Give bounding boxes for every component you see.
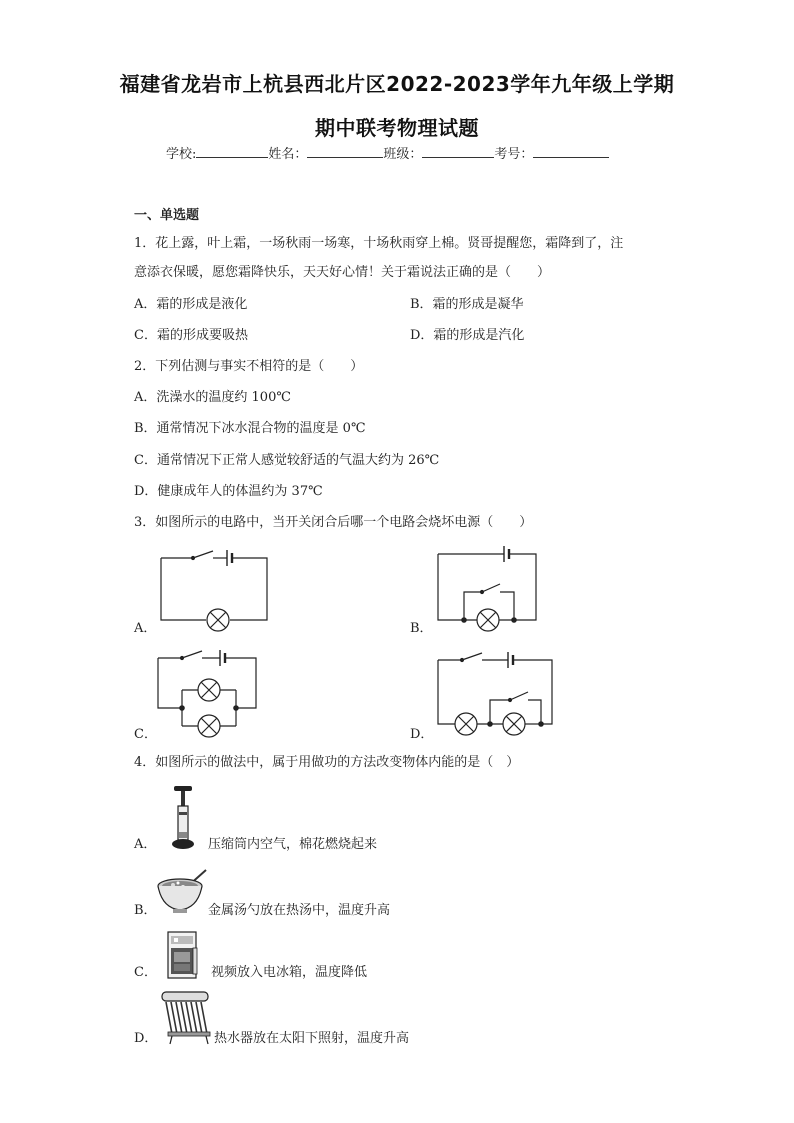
- q3-option-b-label[interactable]: B．: [410, 621, 433, 636]
- exam-title-line2: 期中联考物理试题: [315, 116, 479, 140]
- q2-option-d[interactable]: D．健康成年人的体温约为 37℃: [134, 484, 323, 499]
- refrigerator-icon: [166, 930, 200, 982]
- q2-option-c[interactable]: C．通常情况下正常人感觉较舒适的气温大约为 26℃: [134, 453, 440, 468]
- solar-water-heater-icon: [158, 990, 212, 1046]
- air-compression-cylinder-icon: [170, 784, 196, 854]
- q4-stem: 4．如图所示的做法中，属于用做功的方法改变物体内能的是（ ）: [134, 755, 520, 770]
- q4-option-d-text: 热水器放在太阳下照射，温度升高: [214, 1031, 410, 1046]
- q2-option-a[interactable]: A．洗澡水的温度约 100℃: [134, 390, 291, 405]
- q3-option-d-label[interactable]: D．: [410, 727, 434, 742]
- q1-option-b[interactable]: B．霜的形成是凝华: [410, 297, 524, 312]
- number-blank[interactable]: [533, 143, 609, 158]
- class-blank[interactable]: [422, 143, 494, 158]
- circuit-a-diagram: [155, 544, 273, 632]
- q2-option-b[interactable]: B．通常情况下冰水混合物的温度是 0℃: [134, 421, 366, 436]
- name-blank[interactable]: [307, 143, 383, 158]
- q1-stem-line2: 意添衣保暖，愿您霜降快乐，天天好心情！关于霜说法正确的是（ ）: [134, 265, 551, 280]
- circuit-b-diagram: [432, 544, 542, 632]
- section-heading: 一、单选题: [134, 208, 200, 223]
- q1-option-d[interactable]: D．霜的形成是汽化: [410, 328, 525, 343]
- switch-open: [193, 551, 213, 558]
- circuit-d-diagram: [432, 646, 558, 746]
- q4-option-d-label[interactable]: D．: [134, 1031, 158, 1046]
- q4-option-b-text: 金属汤勺放在热汤中，温度升高: [208, 903, 391, 918]
- q3-option-a-label[interactable]: A．: [134, 621, 157, 636]
- school-blank[interactable]: [196, 143, 268, 158]
- school-label: 学校:: [166, 147, 197, 162]
- student-info-line: [166, 143, 609, 162]
- exam-title-line1: 福建省龙岩市上杭县西北片区2022-2023学年九年级上学期: [119, 72, 675, 96]
- q4-option-a-text: 压缩筒内空气，棉花燃烧起来: [208, 837, 378, 852]
- circuit-c-diagram: [152, 646, 264, 746]
- q3-option-c-label[interactable]: C．: [134, 727, 157, 742]
- number-label: 考号：: [494, 147, 534, 162]
- q4-option-a-label[interactable]: A．: [134, 837, 157, 852]
- q1-option-a[interactable]: A．霜的形成是液化: [134, 297, 248, 312]
- q3-stem: 3．如图所示的电路中，当开关闭合后哪一个电路会烧坏电源（ ）: [134, 515, 533, 530]
- q1-option-c[interactable]: C．霜的形成要吸热: [134, 328, 248, 343]
- q4-option-c-label[interactable]: C．: [134, 965, 157, 980]
- class-label: 班级：: [383, 147, 423, 162]
- q2-stem: 2．下列估测与事实不相符的是（ ）: [134, 359, 364, 374]
- soup-bowl-icon: [156, 868, 208, 918]
- q4-option-c-text: 视频放入电冰箱，温度降低: [211, 965, 368, 980]
- q4-option-b-label[interactable]: B．: [134, 903, 157, 918]
- name-label: 姓名：: [268, 147, 308, 162]
- q1-stem-line1: 1．花上露，叶上霜，一场秋雨一场寒，十场秋雨穿上棉。贤哥提醒您，霜降到了，注: [134, 236, 624, 251]
